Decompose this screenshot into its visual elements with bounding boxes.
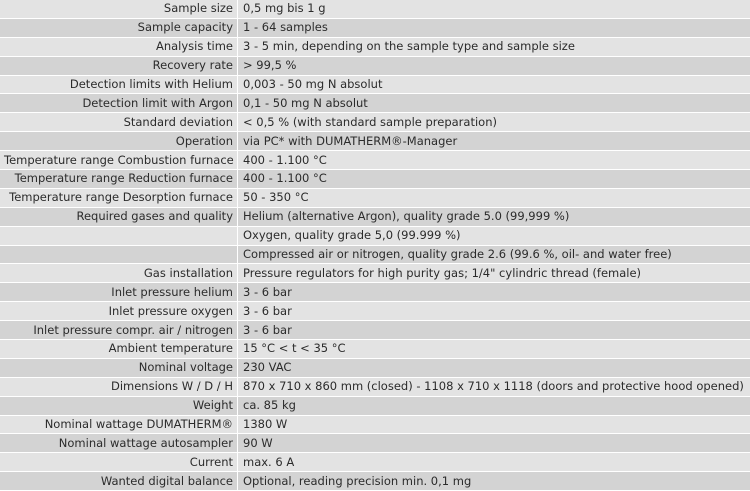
spec-label: Current — [0, 453, 238, 472]
spec-value: Helium (alternative Argon), quality grade 5.0 (99,999 %) — [238, 208, 750, 227]
spec-label: Sample capacity — [0, 19, 238, 38]
spec-label — [0, 227, 238, 246]
spec-row — [0, 283, 750, 302]
spec-row — [0, 57, 750, 76]
spec-value: 0,003 - 50 mg N absolut — [238, 76, 750, 95]
spec-row — [0, 38, 750, 57]
spec-value: 3 - 5 min, depending on the sample type and sample size — [238, 38, 750, 57]
spec-row — [0, 246, 750, 265]
spec-value: Compressed air or nitrogen, quality grade 2.6 (99.6 %, oil- and water free) — [238, 246, 750, 265]
spec-value: 3 - 6 bar — [238, 321, 750, 340]
spec-label: Inlet pressure oxygen — [0, 302, 238, 321]
spec-row — [0, 94, 750, 113]
spec-row — [0, 302, 750, 321]
spec-label: Nominal wattage autosampler — [0, 434, 238, 453]
spec-row — [0, 340, 750, 359]
spec-row — [0, 397, 750, 416]
spec-label — [0, 246, 238, 265]
spec-label: Required gases and quality — [0, 208, 238, 227]
spec-value: 0,1 - 50 mg N absolut — [238, 94, 750, 113]
spec-label: Wanted digital balance — [0, 472, 238, 491]
spec-value: 15 °C < t < 35 °C — [238, 340, 750, 359]
spec-label: Temperature range Desorption furnace — [0, 189, 238, 208]
spec-value: > 99,5 % — [238, 57, 750, 76]
spec-value: max. 6 A — [238, 453, 750, 472]
spec-row — [0, 321, 750, 340]
spec-row — [0, 189, 750, 208]
spec-value: Pressure regulators for high purity gas; 1/4" cylindric thread (female) — [238, 264, 750, 283]
spec-label: Temperature range Reduction furnace — [0, 170, 238, 189]
spec-label: Nominal voltage — [0, 359, 238, 378]
spec-row — [0, 378, 750, 397]
spec-value: Optional, reading precision min. 0,1 mg — [238, 472, 750, 491]
spec-row — [0, 434, 750, 453]
spec-value: 1 - 64 samples — [238, 19, 750, 38]
spec-value: 0,5 mg bis 1 g — [238, 0, 750, 19]
spec-label: Operation — [0, 132, 238, 151]
spec-value: 230 VAC — [238, 359, 750, 378]
spec-value: 50 - 350 °C — [238, 189, 750, 208]
spec-row — [0, 0, 750, 19]
spec-row — [0, 264, 750, 283]
spec-value: 870 x 710 x 860 mm (closed) - 1108 x 710 x 1118 (doors and protective hood opened) — [238, 378, 750, 397]
spec-value: < 0,5 % (with standard sample preparation) — [238, 113, 750, 132]
spec-row — [0, 416, 750, 435]
spec-label: Gas installation — [0, 264, 238, 283]
spec-label: Recovery rate — [0, 57, 238, 76]
spec-value: via PC* with DUMATHERM®-Manager — [238, 132, 750, 151]
spec-row — [0, 132, 750, 151]
spec-row — [0, 227, 750, 246]
spec-label: Analysis time — [0, 38, 238, 57]
spec-value: Oxygen, quality grade 5,0 (99.999 %) — [238, 227, 750, 246]
spec-value: 400 - 1.100 °C — [238, 151, 750, 170]
spec-label: Sample size — [0, 0, 238, 19]
spec-row — [0, 472, 750, 491]
spec-label: Nominal wattage DUMATHERM® — [0, 416, 238, 435]
spec-row — [0, 113, 750, 132]
spec-row — [0, 151, 750, 170]
spec-label: Dimensions W / D / H — [0, 378, 238, 397]
spec-row — [0, 359, 750, 378]
spec-value: 3 - 6 bar — [238, 283, 750, 302]
spec-label: Detection limit with Argon — [0, 94, 238, 113]
spec-row — [0, 76, 750, 95]
spec-row — [0, 453, 750, 472]
spec-value: 3 - 6 bar — [238, 302, 750, 321]
spec-value: ca. 85 kg — [238, 397, 750, 416]
spec-label: Detection limits with Helium — [0, 76, 238, 95]
spec-label: Weight — [0, 397, 238, 416]
spec-label: Inlet pressure compr. air / nitrogen — [0, 321, 238, 340]
spec-value: 1380 W — [238, 416, 750, 435]
spec-value: 400 - 1.100 °C — [238, 170, 750, 189]
spec-label: Inlet pressure helium — [0, 283, 238, 302]
spec-label: Ambient temperature — [0, 340, 238, 359]
spec-label: Temperature range Combustion furnace — [0, 151, 238, 170]
spec-row — [0, 19, 750, 38]
spec-label: Standard deviation — [0, 113, 238, 132]
spec-value: 90 W — [238, 434, 750, 453]
spec-row — [0, 208, 750, 227]
spec-row — [0, 170, 750, 189]
